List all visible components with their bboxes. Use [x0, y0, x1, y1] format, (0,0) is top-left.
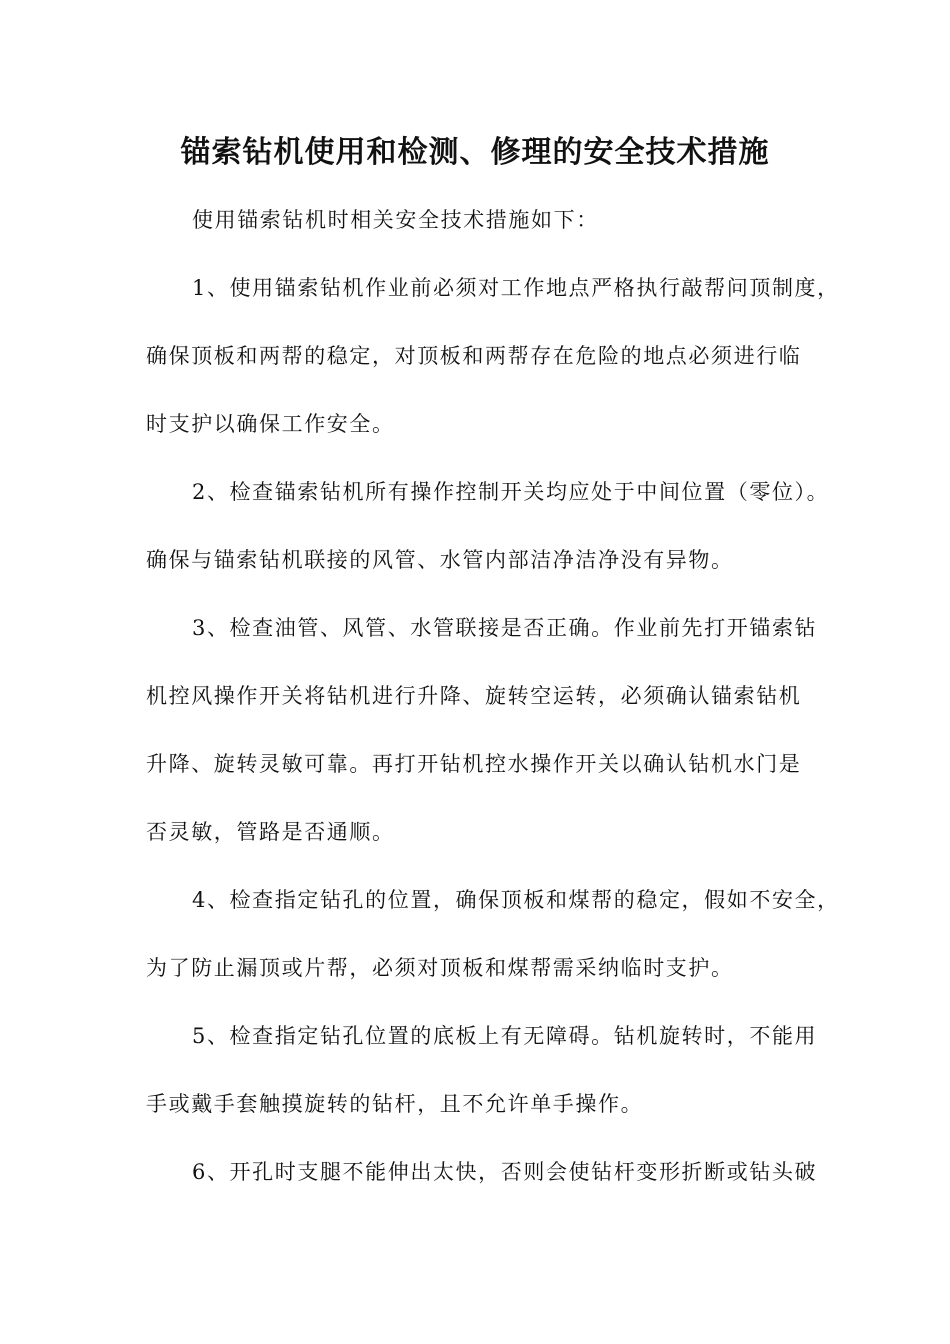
paragraph-line: 6、开孔时支腿不能伸出太快，否则会使钻杆变形折断或钻头破	[192, 1160, 818, 1184]
paragraph-line: 升降、旋转灵敏可靠。再打开钻机控水操作开关以确认钻机水门是	[146, 752, 802, 776]
paragraph-line: 否灵敏，管路是否通顺。	[146, 820, 395, 844]
paragraph-line: 确保与锚索钻机联接的风管、水管内部洁净洁净没有异物。	[146, 548, 734, 572]
paragraph-line: 为了防止漏顶或片帮，必须对顶板和煤帮需采纳临时支护。	[146, 956, 734, 980]
document-title: 锚索钻机使用和检测、修理的安全技术措施	[180, 135, 770, 170]
paragraph-line: 1、使用锚索钻机作业前必须对工作地点严格执行敲帮问顶制度，	[192, 276, 840, 300]
paragraph-line: 2、检查锚索钻机所有操作控制开关均应处于中间位置（零位）。	[192, 480, 830, 504]
paragraph-line: 手或戴手套触摸旋转的钻杆，且不允许单手操作。	[146, 1092, 644, 1116]
paragraph-line: 机控风操作开关将钻机进行升降、旋转空运转，必须确认锚索钻机	[146, 684, 802, 708]
paragraph-line: 5、检查指定钻孔位置的底板上有无障碍。钻机旋转时，不能用	[192, 1024, 818, 1048]
paragraph-line: 确保顶板和两帮的稳定，对顶板和两帮存在危险的地点必须进行临	[146, 344, 802, 368]
paragraph-line: 时支护以确保工作安全。	[146, 412, 395, 436]
paragraph-line: 4、检查指定钻孔的位置，确保顶板和煤帮的稳定，假如不安全，	[192, 888, 840, 912]
paragraph-line: 使用锚索钻机时相关安全技术措施如下：	[192, 208, 599, 232]
paragraph-line: 3、检查油管、风管、水管联接是否正确。作业前先打开锚索钻	[192, 616, 818, 640]
